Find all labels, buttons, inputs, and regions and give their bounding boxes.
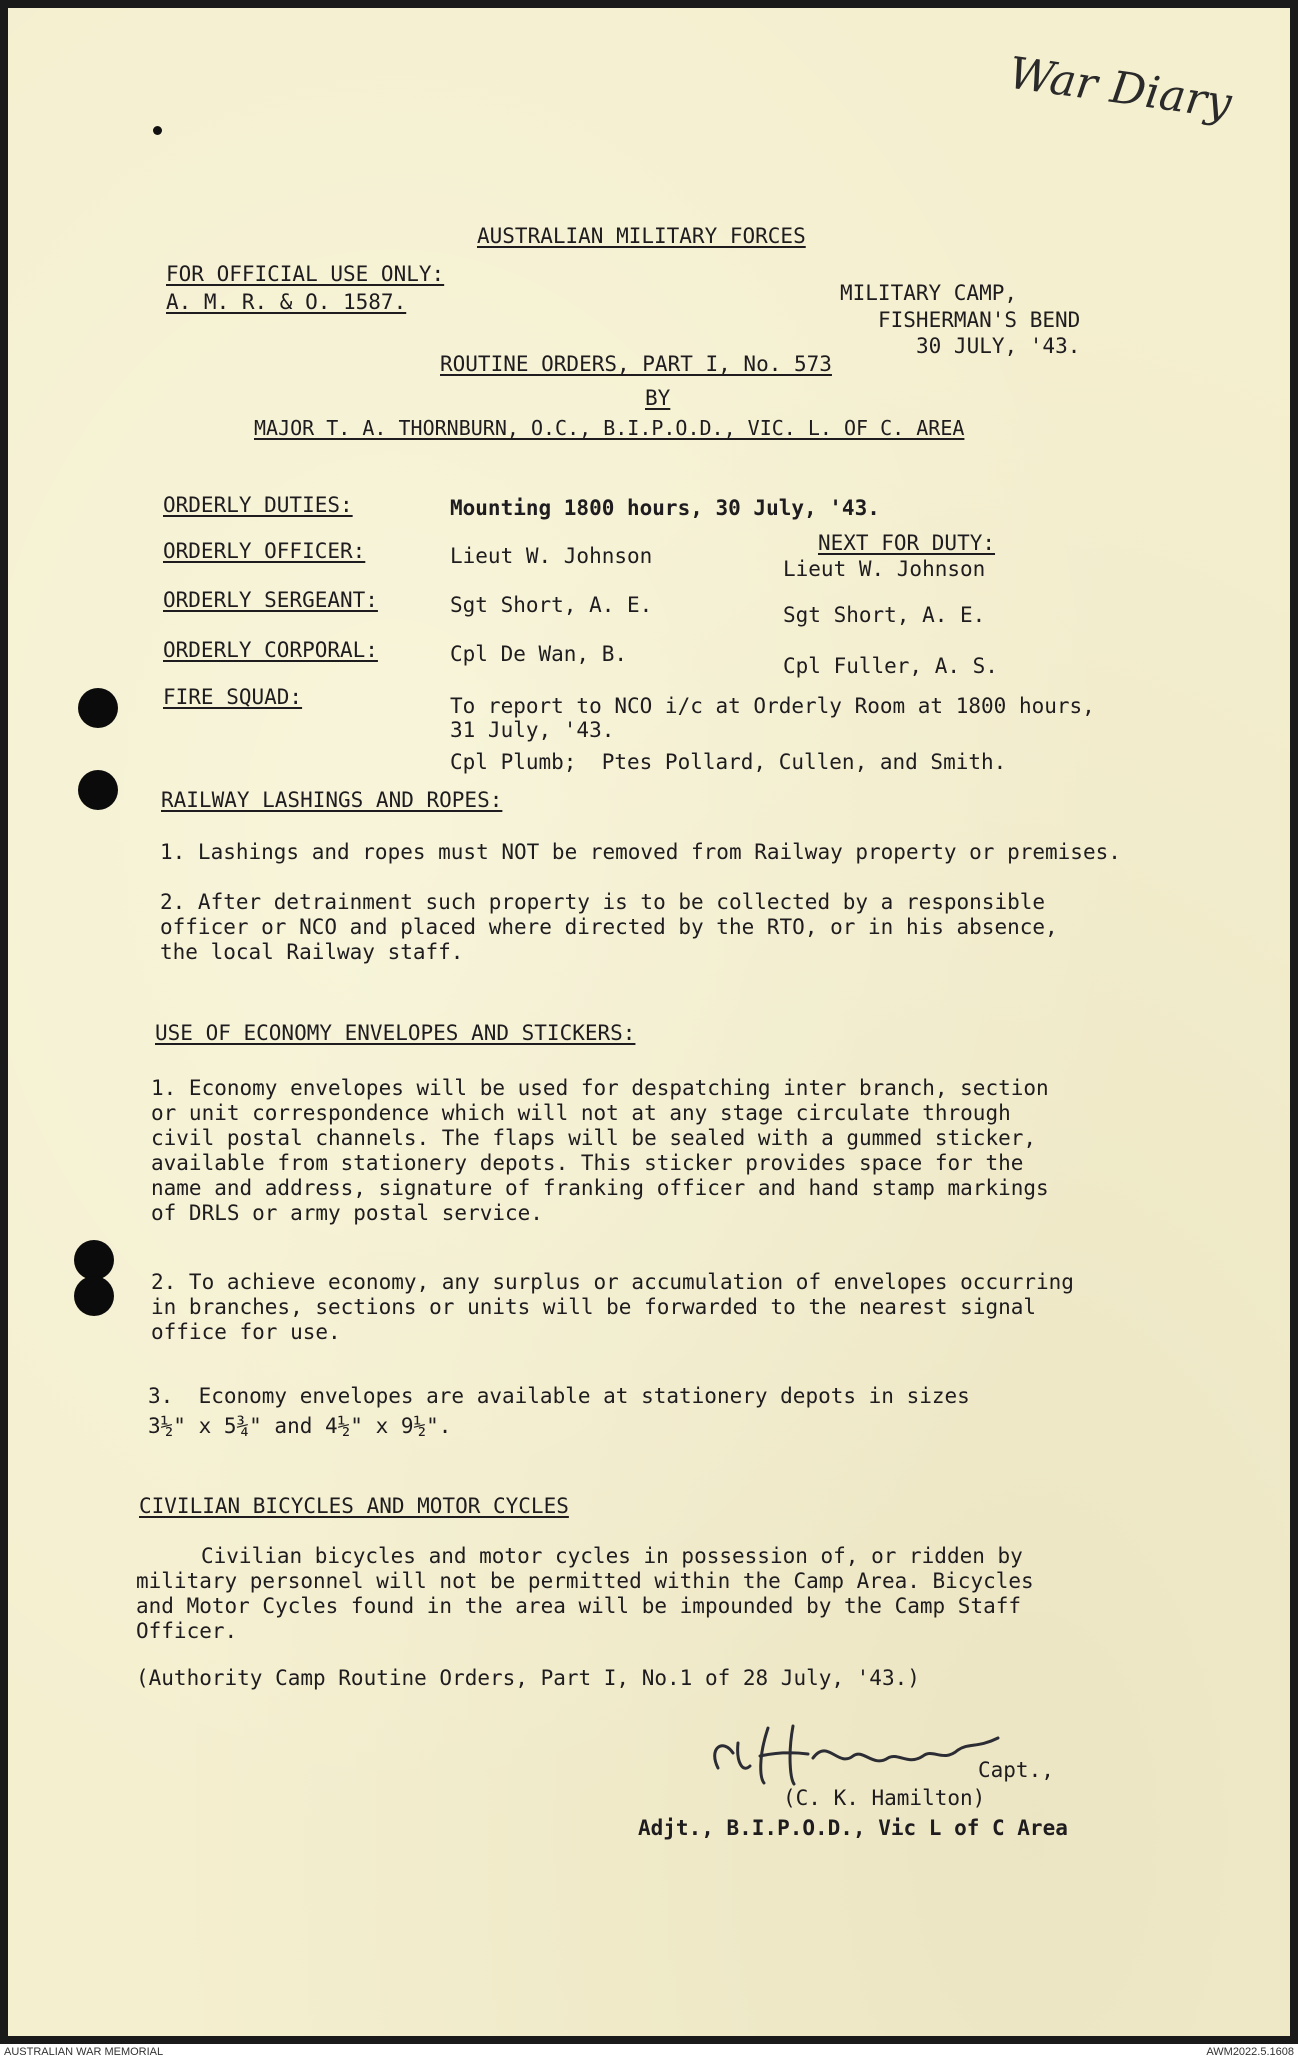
- duty-value: Mounting 1800 hours, 30 July, '43.: [450, 496, 880, 520]
- duty-label: ORDERLY CORPORAL:: [163, 638, 378, 662]
- signatory-rank: Capt.,: [978, 1758, 1054, 1782]
- orders-by: BY: [645, 386, 671, 410]
- punch-hole: [78, 688, 118, 728]
- fire-squad-line: To report to NCO i/c at Orderly Room at 1800 hours,: [450, 694, 1095, 718]
- duty-value: Cpl De Wan, B.: [450, 642, 628, 666]
- section-heading: USE OF ECONOMY ENVELOPES AND STICKERS:: [155, 1021, 636, 1045]
- handwritten-signature: [698, 1708, 1028, 1798]
- restriction-line-2: A. M. R. & O. 1587.: [166, 290, 407, 314]
- punch-hole: [74, 1276, 114, 1316]
- section-paragraph: 2. To achieve economy, any surplus or accumulation of envelopes occurring in branches, sections or units will be forwarded to the nearest signal office for use.: [151, 1270, 1074, 1344]
- next-duty-value: Cpl Fuller, A. S.: [783, 654, 998, 678]
- order-date: 30 JULY, '43.: [916, 334, 1081, 358]
- fire-squad-label: FIRE SQUAD:: [163, 685, 303, 709]
- document-title: AUSTRALIAN MILITARY FORCES: [477, 224, 806, 248]
- section-paragraph: 3½" x 5¾" and 4½" x 9½".: [148, 1414, 452, 1438]
- punch-hole: [78, 770, 118, 810]
- next-duty-value: Sgt Short, A. E.: [783, 603, 986, 627]
- duty-value: Sgt Short, A. E.: [450, 593, 653, 617]
- orders-issuer: MAJOR T. A. THORNBURN, O.C., B.I.P.O.D., VIC. L. OF C. AREA: [254, 416, 965, 440]
- document-page: [8, 8, 1290, 2036]
- archive-footer: [0, 2044, 1298, 2061]
- section-heading: RAILWAY LASHINGS AND ROPES:: [161, 788, 503, 812]
- location-line-2: FISHERMAN'S BEND: [878, 308, 1081, 332]
- fire-squad-line: 31 July, '43.: [450, 718, 615, 742]
- duty-label: ORDERLY DUTIES:: [163, 493, 353, 517]
- archive-reference: AWM2022.5.1608: [1206, 2046, 1294, 2058]
- orders-title: ROUTINE ORDERS, PART I, No. 573: [440, 352, 832, 376]
- duty-value: Lieut W. Johnson: [450, 544, 653, 568]
- duty-label: ORDERLY OFFICER:: [163, 539, 366, 563]
- section-paragraph: Civilian bicycles and motor cycles in possession of, or ridden by military personnel will not be permitted within the Camp Area. Bicycles and Motor Cycles found in the area will be impounded by the Camp Staff Officer.: [136, 1544, 1034, 1643]
- next-for-duty-label: NEXT FOR DUTY:: [818, 531, 996, 555]
- section-paragraph: 1. Economy envelopes will be used for despatching inter branch, section or unit correspondence which will not at any stage circulate through civil postal channels. The flaps will be sealed with a gummed sticker, available from stationery depots. This sticker provides space for the name and address, signature of franking officer and hand stamp markings of DRLS or army postal service.: [151, 1076, 1049, 1225]
- signatory-appointment: Adjt., B.I.P.O.D., Vic L of C Area: [638, 1816, 1068, 1840]
- fire-squad-line: Cpl Plumb; Ptes Pollard, Cullen, and Smith.: [450, 750, 1007, 774]
- location-line-1: MILITARY CAMP,: [840, 281, 1018, 305]
- section-paragraph: 2. After detrainment such property is to be collected by a responsible officer or NCO and placed where directed by the RTO, or in his absence, the local Railway staff.: [160, 890, 1058, 964]
- duty-label: ORDERLY SERGEANT:: [163, 588, 378, 612]
- section-heading: CIVILIAN BICYCLES AND MOTOR CYCLES: [139, 1494, 569, 1518]
- signatory-name: (C. K. Hamilton): [783, 1786, 986, 1810]
- section-paragraph: 1. Lashings and ropes must NOT be removed from Railway property or premises.: [160, 840, 1121, 864]
- restriction-line-1: FOR OFFICIAL USE ONLY:: [166, 262, 445, 286]
- section-paragraph: 3. Economy envelopes are available at stationery depots in sizes: [148, 1384, 970, 1408]
- next-duty-value: Lieut W. Johnson: [783, 557, 986, 581]
- handwritten-note: War Diary: [1005, 47, 1235, 130]
- archive-name: AUSTRALIAN WAR MEMORIAL: [4, 2046, 164, 2058]
- authority-line: (Authority Camp Routine Orders, Part I, No.1 of 28 July, '43.): [136, 1666, 920, 1690]
- punch-hole: [74, 1240, 114, 1280]
- ink-speck: [153, 126, 162, 135]
